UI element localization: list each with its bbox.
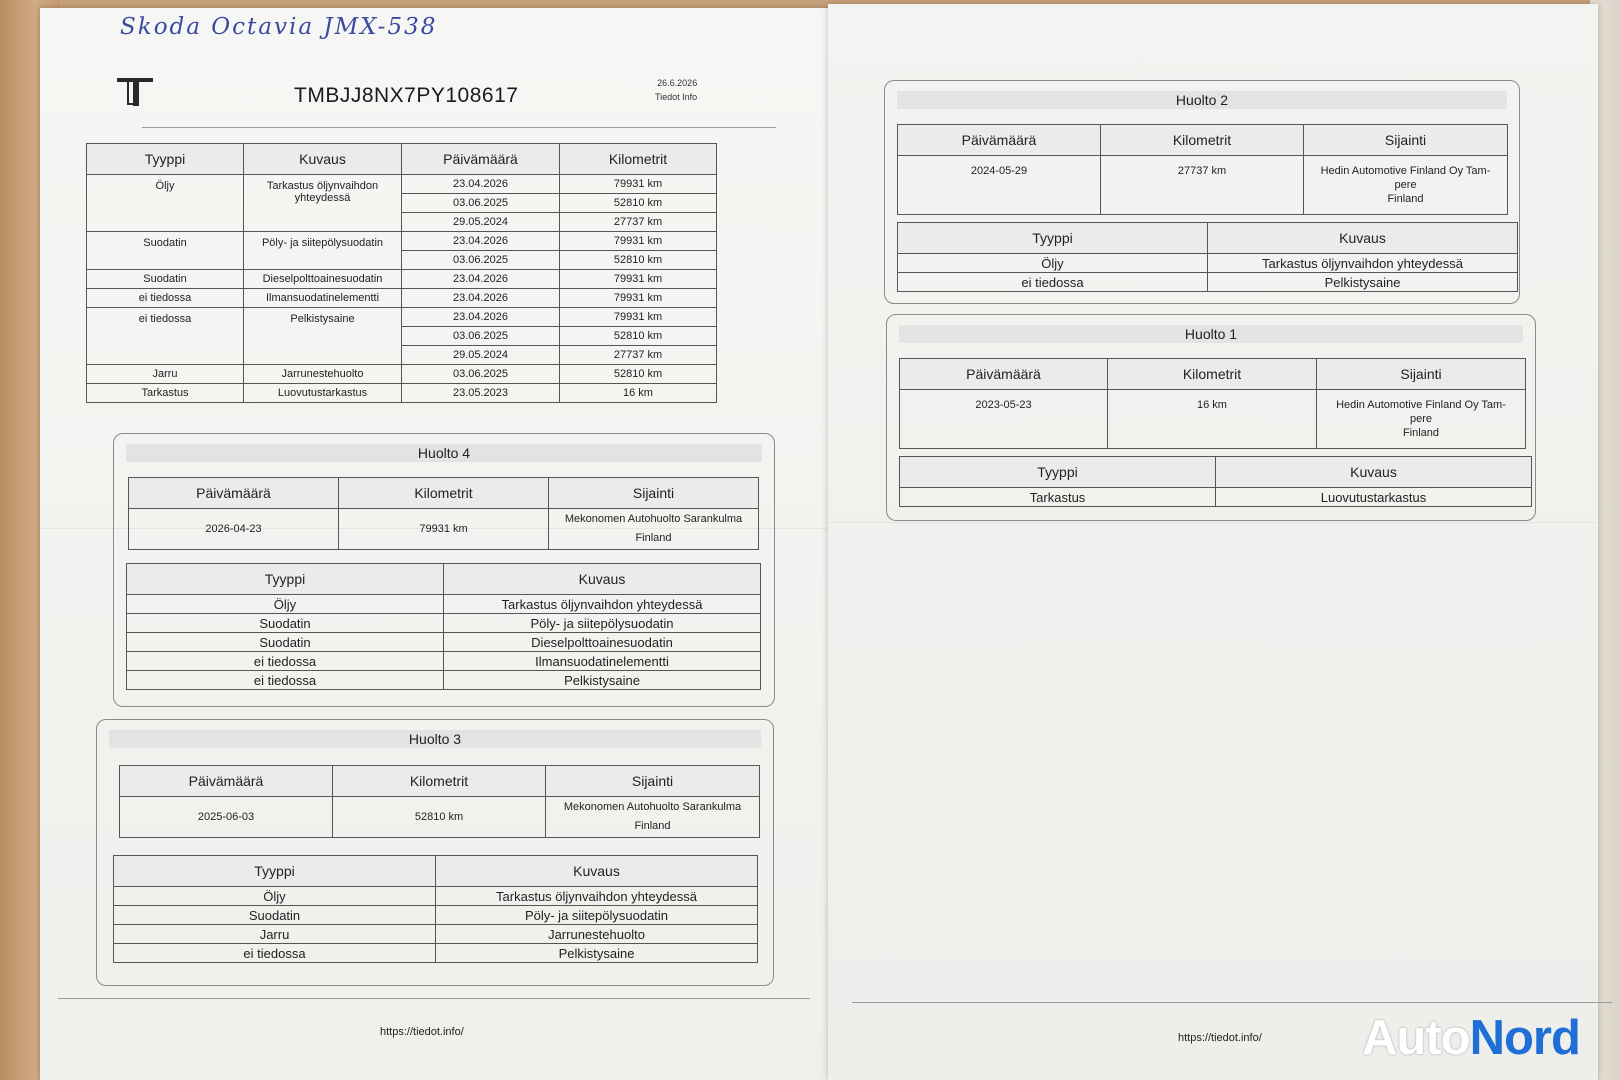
summary-date-cell: 23.05.2023 <box>402 384 560 403</box>
info-header-km: Kilometrit <box>1108 359 1317 390</box>
summary-desc-cell: Jarrunestehuolto <box>244 365 402 384</box>
info-header-location: Sijainti <box>1304 125 1508 156</box>
service-1-info <box>899 358 1526 449</box>
table-row <box>114 887 758 906</box>
summary-date-cell: 03.06.2025 <box>402 327 560 346</box>
service-1-title: Huolto 1 <box>899 325 1523 343</box>
item-desc-cell: Pöly- ja siitepölysuodatin <box>436 906 758 925</box>
summary-km-cell: 52810 km <box>560 251 717 270</box>
item-type-cell: ei tiedossa <box>898 273 1208 292</box>
tiedot-logo-icon <box>115 72 155 112</box>
info-header-date: Päivämäärä <box>120 766 333 797</box>
info-header-location: Sijainti <box>549 478 759 509</box>
summary-date-cell: 03.06.2025 <box>402 194 560 213</box>
service-4-location: Mekonomen Autohuolto Sarankulma Finland <box>549 509 759 550</box>
service-4-date: 2026-04-23 <box>129 509 339 550</box>
summary-type-cell: Öljy <box>87 175 244 232</box>
table-row <box>127 595 761 614</box>
info-header-km: Kilometrit <box>1101 125 1304 156</box>
item-desc-cell: Dieselpolttoainesuodatin <box>444 633 761 652</box>
item-desc-cell: Jarrunestehuolto <box>436 925 758 944</box>
table-row <box>114 925 758 944</box>
item-header-desc: Kuvaus <box>436 856 758 887</box>
item-type-cell: Suodatin <box>127 633 444 652</box>
service-2-title: Huolto 2 <box>897 91 1507 109</box>
info-header-location: Sijainti <box>1317 359 1526 390</box>
service-2-km: 27737 km <box>1101 156 1304 215</box>
service-2-info <box>897 124 1508 215</box>
summary-km-cell: 27737 km <box>560 213 717 232</box>
summary-date-cell: 23.04.2026 <box>402 270 560 289</box>
col-header-type: Tyyppi <box>87 144 244 175</box>
service-4-card <box>113 433 775 707</box>
footer-divider-left <box>58 998 810 999</box>
col-header-km: Kilometrit <box>560 144 717 175</box>
summary-type-cell: Jarru <box>87 365 244 384</box>
service-1-km: 16 km <box>1108 390 1317 449</box>
info-header-date: Päivämäärä <box>898 125 1101 156</box>
summary-date-cell: 03.06.2025 <box>402 365 560 384</box>
item-header-desc: Kuvaus <box>1208 223 1518 254</box>
info-header-date: Päivämäärä <box>129 478 339 509</box>
summary-desc-cell: Tarkastus öljynvaihdon yhteydessä <box>244 175 402 232</box>
table-row <box>114 906 758 925</box>
summary-type-cell: ei tiedossa <box>87 308 244 365</box>
service-3-date: 2025-06-03 <box>120 797 333 838</box>
summary-type-cell: Suodatin <box>87 232 244 270</box>
table-row <box>87 289 717 308</box>
summary-km-cell: 27737 km <box>560 346 717 365</box>
service-1-card <box>886 314 1536 521</box>
service-4-km: 79931 km <box>339 509 549 550</box>
summary-km-cell: 52810 km <box>560 194 717 213</box>
service-3-card <box>96 719 774 986</box>
service-4-info <box>128 477 759 550</box>
summary-date-cell: 23.04.2026 <box>402 308 560 327</box>
summary-km-cell: 79931 km <box>560 289 717 308</box>
item-desc-cell: Luovutustarkastus <box>1216 488 1532 507</box>
table-row <box>127 671 761 690</box>
summary-desc-cell: Dieselpolttoainesuodatin <box>244 270 402 289</box>
service-4-title: Huolto 4 <box>126 444 762 462</box>
item-header-type: Tyyppi <box>127 564 444 595</box>
table-row <box>87 384 717 403</box>
item-header-type: Tyyppi <box>898 223 1208 254</box>
item-header-desc: Kuvaus <box>1216 457 1532 488</box>
item-desc-cell: Tarkastus öljynvaihdon yhteydessä <box>436 887 758 906</box>
table-row <box>87 270 717 289</box>
summary-date-cell: 23.04.2026 <box>402 175 560 194</box>
summary-desc-cell: Ilmansuodatinelementti <box>244 289 402 308</box>
item-type-cell: Suodatin <box>127 614 444 633</box>
summary-type-cell: Tarkastus <box>87 384 244 403</box>
summary-date-cell: 29.05.2024 <box>402 213 560 232</box>
footer-divider-right <box>852 1002 1612 1003</box>
item-desc-cell: Tarkastus öljynvaihdon yhteydessä <box>444 595 761 614</box>
summary-km-cell: 79931 km <box>560 175 717 194</box>
service-3-km: 52810 km <box>333 797 546 838</box>
col-header-date: Päivämäärä <box>402 144 560 175</box>
table-row <box>900 488 1532 507</box>
autonord-watermark <box>1362 1010 1580 1066</box>
service-1-date: 2023-05-23 <box>900 390 1108 449</box>
handwritten-note: Skoda Octavia JMX-538 <box>120 14 438 40</box>
item-type-cell: Öljy <box>127 595 444 614</box>
info-header-km: Kilometrit <box>333 766 546 797</box>
table-row <box>127 633 761 652</box>
summary-date-cell: 23.04.2026 <box>402 289 560 308</box>
summary-date-cell: 03.06.2025 <box>402 251 560 270</box>
service-summary-table <box>86 143 717 403</box>
watermark-part-1: Auto <box>1362 1011 1470 1065</box>
summary-type-cell: ei tiedossa <box>87 289 244 308</box>
service-2-items <box>897 222 1518 292</box>
item-type-cell: ei tiedossa <box>127 671 444 690</box>
service-3-title: Huolto 3 <box>109 730 761 748</box>
table-row <box>87 365 717 384</box>
summary-desc-cell: Pelkistysaine <box>244 308 402 365</box>
item-desc-cell: Ilmansuodatinelementti <box>444 652 761 671</box>
item-desc-cell: Pöly- ja siitepölysuodatin <box>444 614 761 633</box>
summary-km-cell: 52810 km <box>560 327 717 346</box>
item-header-type: Tyyppi <box>114 856 436 887</box>
table-row <box>127 614 761 633</box>
vin-title: TMBJJ8NX7PY108617 <box>294 84 519 107</box>
table-row <box>898 254 1518 273</box>
service-1-location: Hedin Automotive Finland Oy Tam- pere Finland <box>1317 390 1526 449</box>
info-header-date: Päivämäärä <box>900 359 1108 390</box>
item-header-desc: Kuvaus <box>444 564 761 595</box>
header-divider <box>142 127 776 128</box>
summary-km-cell: 79931 km <box>560 270 717 289</box>
item-type-cell: Öljy <box>898 254 1208 273</box>
item-desc-cell: Pelkistysaine <box>1208 273 1518 292</box>
service-3-items <box>113 855 758 963</box>
summary-date-cell: 23.04.2026 <box>402 232 560 251</box>
item-type-cell: Jarru <box>114 925 436 944</box>
item-type-cell: ei tiedossa <box>127 652 444 671</box>
col-header-desc: Kuvaus <box>244 144 402 175</box>
footer-url-right: https://tiedot.info/ <box>1178 1032 1262 1044</box>
summary-desc-cell: Luovutustarkastus <box>244 384 402 403</box>
item-desc-cell: Pelkistysaine <box>444 671 761 690</box>
summary-km-cell: 52810 km <box>560 365 717 384</box>
item-type-cell: ei tiedossa <box>114 944 436 963</box>
service-2-location: Hedin Automotive Finland Oy Tam- pere Finland <box>1304 156 1508 215</box>
table-row <box>114 944 758 963</box>
table-row <box>898 273 1518 292</box>
info-header-location: Sijainti <box>546 766 760 797</box>
service-2-date: 2024-05-29 <box>898 156 1101 215</box>
service-1-items <box>899 456 1532 507</box>
table-row <box>87 308 717 327</box>
document-date: 26.6.2026 <box>657 78 698 88</box>
service-3-info <box>119 765 760 838</box>
document-meta <box>655 76 697 104</box>
service-3-location: Mekonomen Autohuolto Sarankulma Finland <box>546 797 760 838</box>
table-row <box>127 652 761 671</box>
service-4-items <box>126 563 761 690</box>
table-row <box>87 232 717 251</box>
footer-url-left: https://tiedot.info/ <box>380 1026 464 1038</box>
summary-km-cell: 16 km <box>560 384 717 403</box>
item-header-type: Tyyppi <box>900 457 1216 488</box>
table-row <box>87 175 717 194</box>
summary-date-cell: 29.05.2024 <box>402 346 560 365</box>
summary-km-cell: 79931 km <box>560 308 717 327</box>
service-2-card <box>884 80 1520 304</box>
document-source: Tiedot Info <box>655 92 698 102</box>
item-type-cell: Tarkastus <box>900 488 1216 507</box>
summary-type-cell: Suodatin <box>87 270 244 289</box>
summary-km-cell: 79931 km <box>560 232 717 251</box>
item-type-cell: Suodatin <box>114 906 436 925</box>
info-header-km: Kilometrit <box>339 478 549 509</box>
summary-desc-cell: Pöly- ja siitepölysuodatin <box>244 232 402 270</box>
item-desc-cell: Pelkistysaine <box>436 944 758 963</box>
watermark-part-2: Nord <box>1469 1011 1580 1065</box>
item-type-cell: Öljy <box>114 887 436 906</box>
item-desc-cell: Tarkastus öljynvaihdon yhteydessä <box>1208 254 1518 273</box>
